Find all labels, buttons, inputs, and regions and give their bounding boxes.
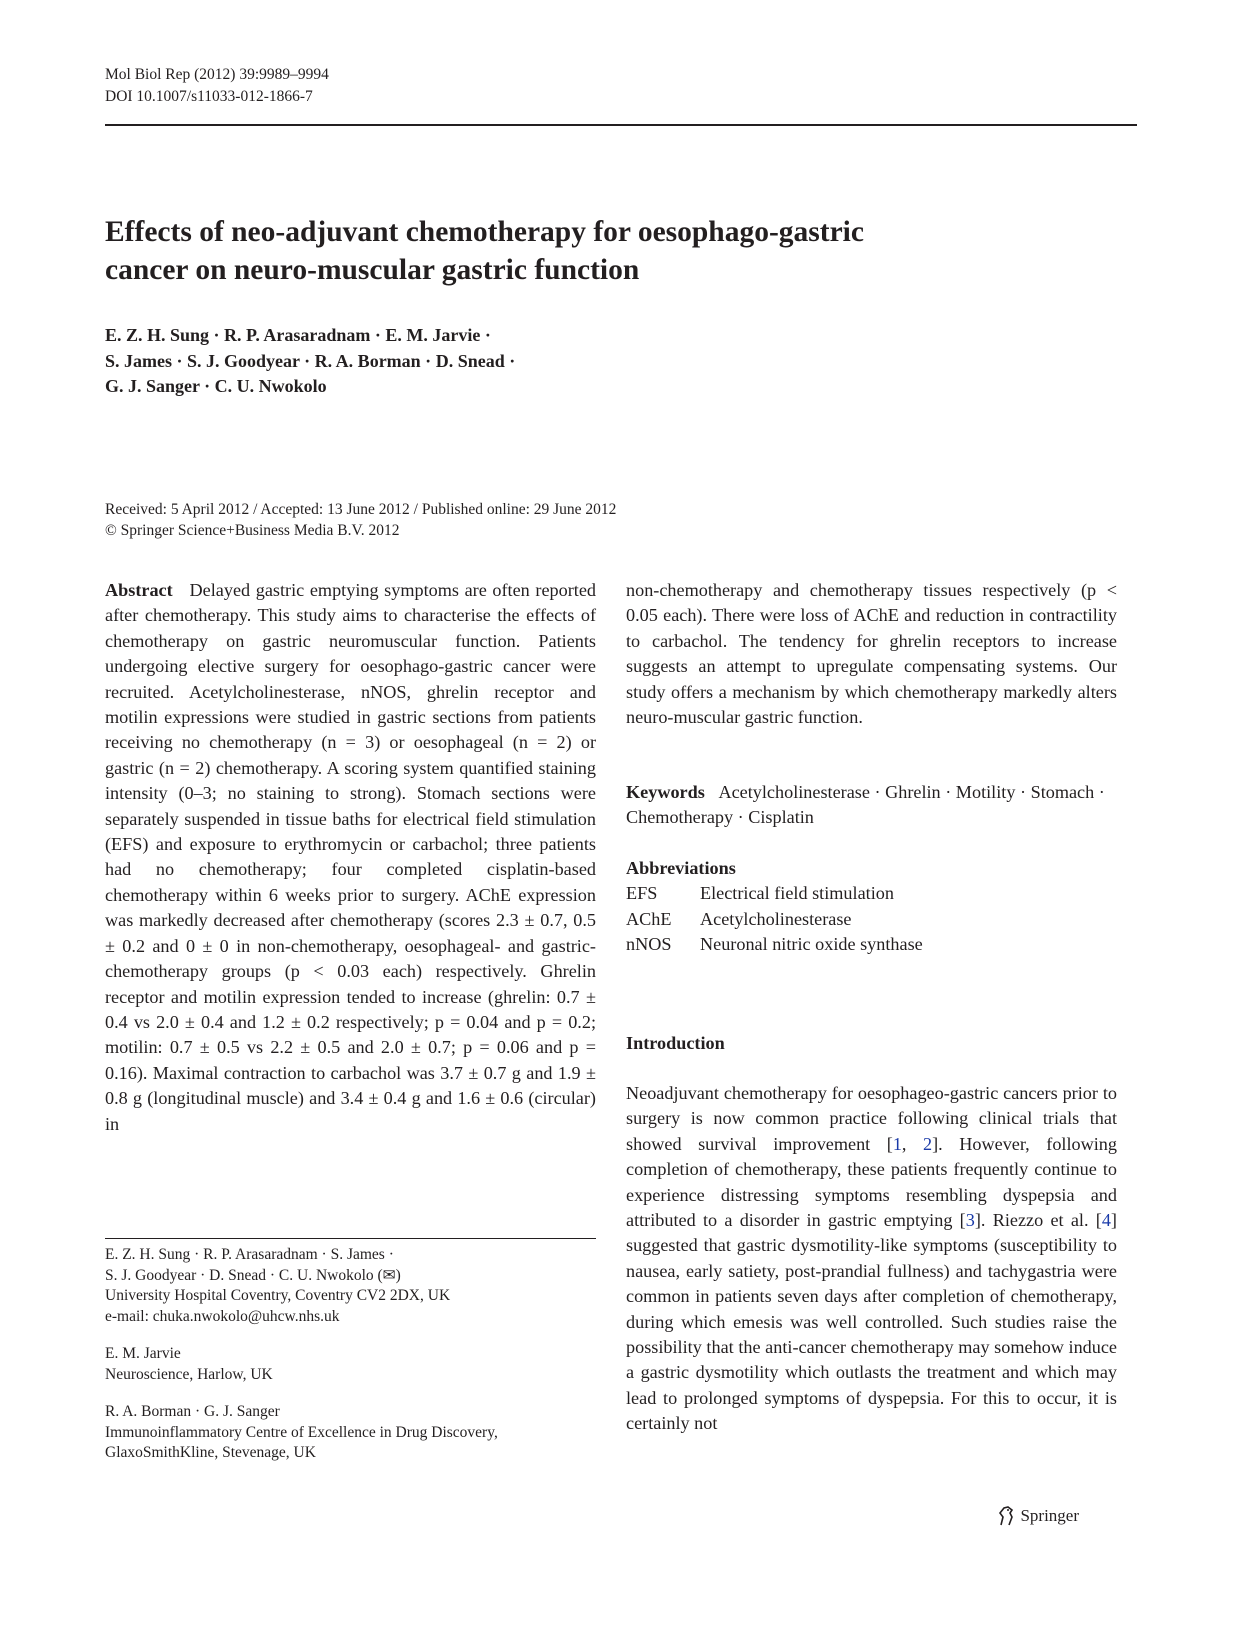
introduction-body xyxy=(626,1081,1117,1437)
abstract-continued: non-chemotherapy and chemotherapy tissues respectively (p < 0.05 each). There were loss of AChE and reduction in contractility to carbachol. The tendency for ghrelin receptors to increase suggests an attempt to upregulate compensating systems. Our study offers a mechanism by which chemotherapy markedly alters neuro-muscular gastric function. xyxy=(626,580,1117,728)
introduction-heading: Introduction xyxy=(626,1033,725,1053)
affiliation-harlow xyxy=(105,1344,596,1385)
running-header xyxy=(105,64,329,108)
affiliation-institution: Immunoinflammatory Centre of Excellence in Drug Discovery, xyxy=(105,1423,498,1441)
springer-wordmark: Springer xyxy=(1020,1506,1079,1525)
authors-line-2: S. James · S. J. Goodyear · R. A. Borman · D. Snead · xyxy=(105,350,516,371)
header-rule xyxy=(105,124,1137,126)
author-list xyxy=(105,323,515,400)
abbreviation: AChE xyxy=(626,908,672,929)
abbreviation-definition: Neuronal nitric oxide synthase xyxy=(700,934,923,955)
intro-text: ]. However, following completion of chemotherapy, these patients frequently continue to experience distressing symptoms resembling dyspepsia and attributed to a disorder in gastric emptying [ xyxy=(626,1133,1117,1231)
keywords-text: Acetylcholinesterase · Ghrelin · Motility · Stomach · Chemotherapy · Cisplatin xyxy=(626,782,1105,828)
affiliation-names: R. A. Borman · G. J. Sanger xyxy=(105,1403,280,1420)
affiliation-institution: University Hospital Coventry, Coventry CV2 2DX, UK xyxy=(105,1287,451,1304)
affiliation-institution: GlaxoSmithKline, Stevenage, UK xyxy=(105,1444,316,1461)
introduction-heading-block xyxy=(626,1031,1117,1056)
abbreviation-definition: Acetylcholinesterase xyxy=(700,908,852,929)
publication-dates xyxy=(105,500,616,541)
title-line-2: cancer on neuro-muscular gastric function xyxy=(105,254,640,286)
springer-horse-icon xyxy=(997,1505,1017,1527)
affiliation-coventry xyxy=(105,1245,596,1327)
publisher-logo xyxy=(997,1505,1079,1527)
citation-link[interactable]: 4 xyxy=(1101,1210,1111,1231)
copyright: © Springer Science+Business Media B.V. 2012 xyxy=(105,521,400,539)
abbreviation-row xyxy=(626,907,1117,932)
abbreviations-heading: Abbreviations xyxy=(626,858,736,878)
abbreviation-definition: Electrical field stimulation xyxy=(700,883,894,904)
article-title xyxy=(105,213,1005,289)
intro-text: Neoadjuvant chemotherapy for oesophageo-gastric cancers prior to surgery is now common practice following clinical trials that showed survival improvement [ xyxy=(626,1083,1117,1154)
intro-text: , xyxy=(901,1133,924,1154)
abstract-right xyxy=(626,578,1117,730)
citation-link[interactable]: 1 xyxy=(892,1133,902,1154)
title-line-1: Effects of neo-adjuvant chemotherapy for oesophago-gastric xyxy=(105,216,864,248)
affiliation-gsk xyxy=(105,1402,596,1464)
abstract-left xyxy=(105,578,596,1137)
footnote-rule xyxy=(105,1238,596,1239)
affiliation-names: S. J. Goodyear · D. Snead · C. U. Nwokolo (✉) xyxy=(105,1266,401,1284)
abbreviation: EFS xyxy=(626,883,658,904)
affiliation-names: E. Z. H. Sung · R. P. Arasaradnam · S. James · xyxy=(105,1246,394,1263)
authors-line-1: E. Z. H. Sung · R. P. Arasaradnam · E. M. Jarvie · xyxy=(105,325,491,345)
received-accepted-published: Received: 5 April 2012 / Accepted: 13 June 2012 / Published online: 29 June 2012 xyxy=(105,501,617,518)
intro-text: ] suggested that gastric dysmotility-like symptoms (susceptibility to nausea, early satiety, post-prandial fullness) and tachygastria were common in patients seven days after completion of chemotherapy, during which emesis was well controlled. Such studies raise the possibility that the anti-cancer chemotherapy may somehow induce a gastric dysmotility which outlasts the treatment and which may lead to prolonged symptoms of dyspepsia. For this to occur, it is certainly not xyxy=(626,1210,1117,1434)
citation-link[interactable]: 2 xyxy=(923,1133,933,1154)
abbreviations xyxy=(626,856,1117,958)
abbreviation-row xyxy=(626,881,1117,906)
corresponding-email[interactable]: e-mail: chuka.nwokolo@uhcw.nhs.uk xyxy=(105,1307,340,1325)
affiliation-institution: Neuroscience, Harlow, UK xyxy=(105,1365,273,1383)
affiliation-names: E. M. Jarvie xyxy=(105,1345,181,1362)
abstract-label: Abstract xyxy=(105,580,173,600)
abstract-text: Delayed gastric emptying symptoms are often reported after chemotherapy. This study aims to characterise the effects of chemotherapy on gastric neuromuscular function. Patients undergoing elective surgery for oesophago-gastric cancer were recruited. Acetylcholinesterase, nNOS, ghrelin receptor and motilin expressions were studied in gastric sections from patients receiving no chemotherapy (n = 3) or oesophageal (n = 2) or gastric (n = 2) chemotherapy. A scoring system quantified staining intensity (0–3; no staining to strong). Stomach sections were separately suspended in tissue baths for electrical field stimulation (EFS) and exposure to erythromycin or carbachol; three patients had no chemotherapy; four completed cisplatin-based chemotherapy within 6 weeks prior to surgery. AChE expression was markedly decreased after chemotherapy (scores 2.3 ± 0.7, 0.5 ± 0.2 and 0 ± 0 in non-chemotherapy, oesophageal- and gastric-chemotherapy groups (p < 0.03 each) respectively. Ghrelin receptor and motilin expression tended to increase (ghrelin: 0.7 ± 0.4 vs 2.0 ± 0.4 and 1.2 ± 0.2 respectively; p = 0.04 and p = 0.2; motilin: 0.7 ± 0.5 vs 2.2 ± 0.5 and 2.0 ± 0.7; p = 0.06 and p = 0.16). Maximal contraction to carbachol was 3.7 ± 0.7 g and 1.9 ± 0.8 g (longitudinal muscle) and 3.4 ± 0.4 g and 1.6 ± 0.6 (circular) in xyxy=(105,580,596,1134)
journal-reference: Mol Biol Rep (2012) 39:9989–9994 xyxy=(105,66,329,83)
keywords-label: Keywords xyxy=(626,782,705,802)
doi: DOI 10.1007/s11033-012-1866-7 xyxy=(105,88,313,105)
citation-link[interactable]: 3 xyxy=(965,1210,975,1231)
intro-text: ]. Riezzo et al. [ xyxy=(974,1210,1102,1231)
abbreviation-row xyxy=(626,932,1117,957)
keywords xyxy=(626,780,1117,831)
abbreviation: nNOS xyxy=(626,934,672,955)
affiliations xyxy=(105,1245,596,1481)
authors-line-3: G. J. Sanger · C. U. Nwokolo xyxy=(105,376,327,396)
